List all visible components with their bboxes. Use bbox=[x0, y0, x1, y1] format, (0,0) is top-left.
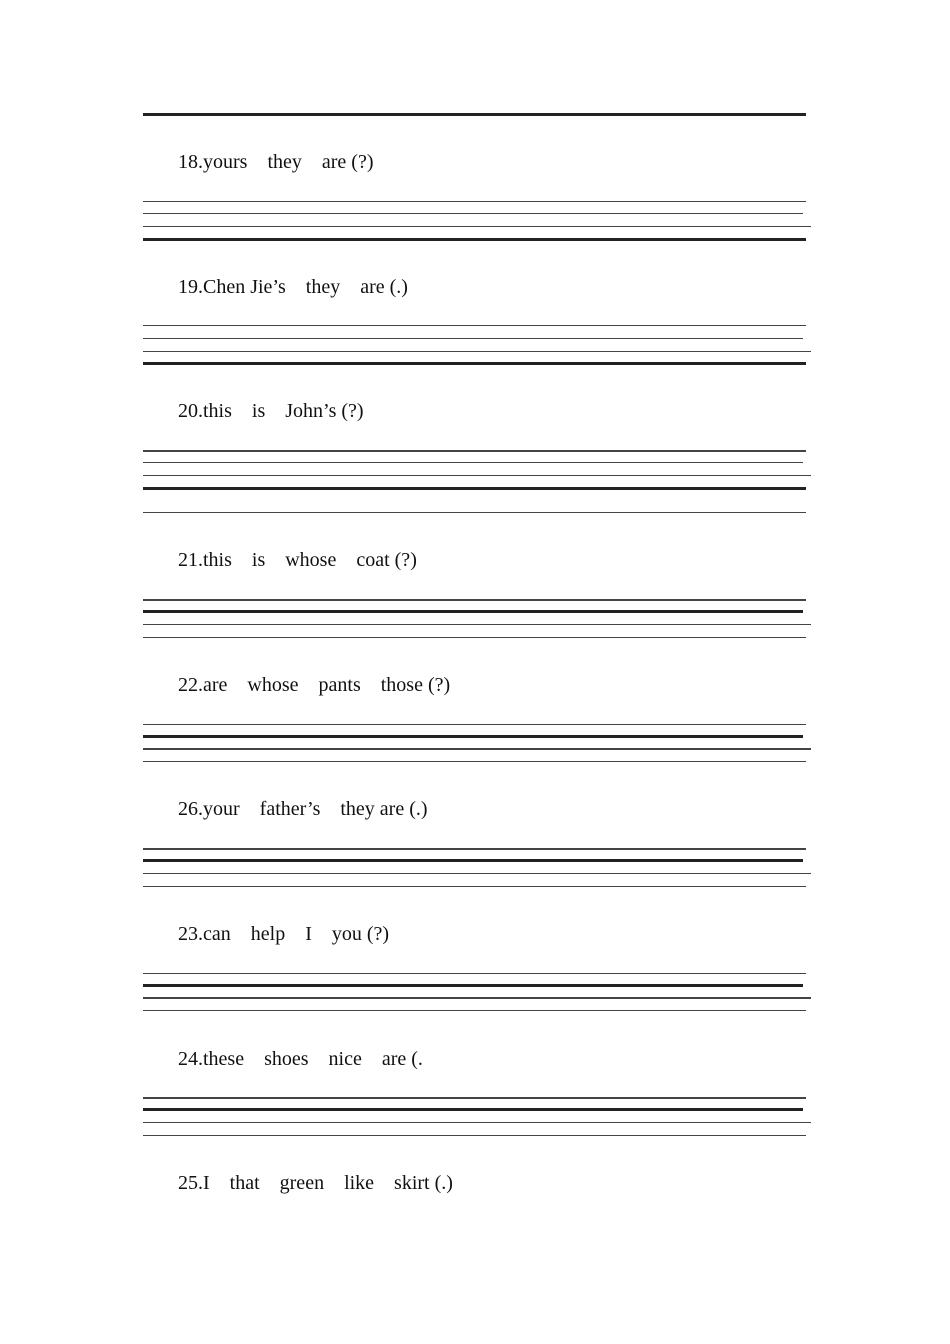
question-21: 21.this is whose coat (?) bbox=[178, 549, 417, 571]
answer-line bbox=[143, 1135, 806, 1136]
divider-rule bbox=[143, 859, 803, 862]
answer-line bbox=[143, 624, 811, 625]
top-rule bbox=[143, 113, 806, 116]
answer-line bbox=[143, 351, 811, 352]
answer-line bbox=[143, 512, 806, 513]
answer-line bbox=[143, 325, 806, 326]
answer-line bbox=[143, 475, 811, 476]
answer-line bbox=[143, 1122, 811, 1123]
answer-line bbox=[143, 997, 811, 999]
question-25: 25.I that green like skirt (.) bbox=[178, 1172, 453, 1194]
divider-rule bbox=[143, 735, 803, 738]
divider-rule bbox=[143, 238, 806, 241]
question-22: 22.are whose pants those (?) bbox=[178, 674, 451, 696]
question-18: 18.yours they are (?) bbox=[178, 151, 374, 173]
answer-line bbox=[143, 1097, 806, 1099]
answer-line bbox=[143, 724, 806, 725]
answer-line bbox=[143, 848, 806, 850]
divider-rule bbox=[143, 1108, 803, 1111]
answer-line bbox=[143, 886, 806, 887]
answer-line bbox=[143, 213, 803, 214]
answer-line bbox=[143, 1010, 806, 1011]
answer-line bbox=[143, 748, 811, 750]
divider-rule bbox=[143, 487, 806, 490]
question-23: 23.can help I you (?) bbox=[178, 923, 390, 945]
answer-line bbox=[143, 226, 811, 227]
question-19: 19.Chen Jie’s they are (.) bbox=[178, 276, 408, 298]
answer-line bbox=[143, 873, 811, 874]
answer-line bbox=[143, 462, 803, 463]
question-20: 20.this is John’s (?) bbox=[178, 400, 364, 422]
answer-line bbox=[143, 338, 803, 339]
divider-rule bbox=[143, 984, 803, 987]
answer-line bbox=[143, 201, 806, 202]
question-26: 26.your father’s they are (.) bbox=[178, 798, 428, 820]
answer-line bbox=[143, 973, 806, 974]
answer-line bbox=[143, 637, 806, 638]
divider-rule bbox=[143, 610, 803, 613]
question-24: 24.these shoes nice are (. bbox=[178, 1048, 423, 1070]
answer-line bbox=[143, 761, 806, 762]
answer-line bbox=[143, 599, 806, 601]
answer-line bbox=[143, 450, 806, 452]
divider-rule bbox=[143, 362, 806, 365]
